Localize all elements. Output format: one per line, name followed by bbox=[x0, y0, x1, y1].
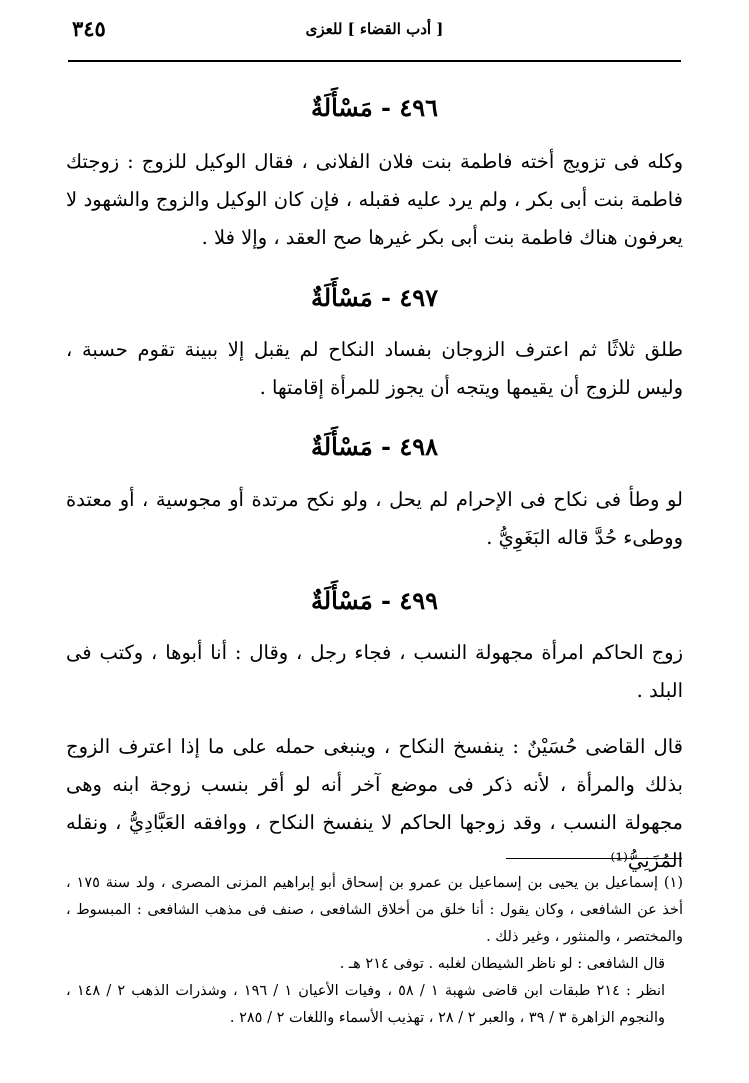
footnotes bbox=[66, 870, 683, 1032]
paragraph: قال القاضى حُسَيْنٌ : ينفسخ النكاح ، وينبغى حمله على ما إذا اعترف الزوج بذلك والمرأة ، لأنه ذكر فى موضع آخر أنه لو أقر بنسب زوجة ابنه وهى مجهولة النسب ، وقد زوجها الحاكم لا ينفسخ النكاح ، ووافقه العَبَّادِيُّ ، ونقله المُزَنِيُّ⁽¹⁾ bbox=[66, 735, 683, 872]
running-title: [ أدب القضاء ] للعزى bbox=[305, 20, 444, 38]
footnote-1: (١) إسماعيل بن يحيى بن إسماعيل بن عمرو بن إسحاق أبو إبراهيم المزنى المصرى ، ولد سنة ١٧٥ ، أخذ عن الشافعى ، وكان يقول : أنا خلق من أخلاق الشافعى ، صنف فى مذهب الشافعى : المبسوط ، والمختصر ، والمنثور ، وغير ذلك . bbox=[66, 875, 683, 945]
paragraph: لو وطأ فى نكاح فى الإحرام لم يحل ، ولو نكح مرتدة أو مجوسية ، أو معتدة ووطىء حُدَّ قاله البَغَوِيُّ . bbox=[66, 488, 683, 549]
section-heading-497: ٤٩٧ - مَسْأَلَةٌ bbox=[310, 283, 439, 312]
section-body-496 bbox=[66, 143, 683, 257]
section-body-497 bbox=[66, 331, 683, 407]
footnote-divider bbox=[506, 858, 682, 859]
section-body-498 bbox=[66, 481, 683, 557]
footnote-sources: انظر : ٢١٤ طبقات ابن قاضى شهبة ١ / ٥٨ ، وفيات الأعيان ١ / ١٩٦ ، وشذرات الذهب ٢ / ١٤٨ ، والنجوم الزاهرة ٣ / ٣٩ ، والعبر ٢ / ٢٨ ، تهذيب الأسماء واللغات ٢ / ٢٨٥ . bbox=[66, 983, 666, 1026]
section-heading-496: ٤٩٦ - مَسْأَلَةٌ bbox=[310, 93, 439, 122]
header-divider bbox=[68, 60, 681, 62]
section-heading-499: ٤٩٩ - مَسْأَلَةٌ bbox=[310, 586, 439, 615]
page-number: ٣٤٥ bbox=[72, 16, 106, 41]
footnote-quote: قال الشافعى : لو ناظر الشيطان لغلبه . توفى ٢١٤ هـ . bbox=[339, 956, 665, 972]
section-body-499 bbox=[66, 634, 683, 710]
paragraph: طلق ثلاثًا ثم اعترف الزوجان بفساد النكاح لم يقبل إلا ببينة تقوم حسبة ، وليس للزوج أن يقيمها ويتجه أن يجوز للمرأة إقامتها . bbox=[66, 338, 683, 399]
paragraph: زوج الحاكم امرأة مجهولة النسب ، فجاء رجل ، وقال : أنا أبوها ، وكتب فى البلد . bbox=[66, 641, 683, 702]
page-header bbox=[64, 14, 685, 44]
paragraph: وكله فى تزويج أخته فاطمة بنت فلان الفلانى ، فقال الوكيل للزوج : زوجتك فاطمة بنت أبى بكر ، ولم يرد عليه فقبله ، فإن كان الوكيل والزوج والشهود لا يعرفون هناك فاطمة بنت أبى بكر غيرها صح العقد ، وإلا فلا . bbox=[66, 150, 683, 249]
section-heading-498: ٤٩٨ - مَسْأَلَةٌ bbox=[310, 432, 439, 461]
